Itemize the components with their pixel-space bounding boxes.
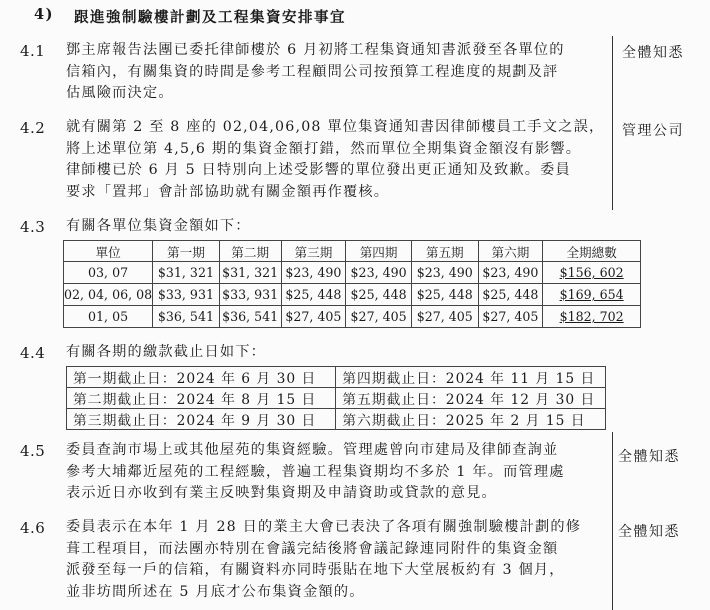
table-row xyxy=(67,367,606,388)
text-line: 表示近日亦收到有業主反映對集資期及申請資助或貸款的意見。 xyxy=(66,485,497,501)
item-text xyxy=(66,440,565,505)
text-line: 參考大埔鄰近屋苑的工程經驗，普遍工程集資期均不多於 1 年。而管理處 xyxy=(66,463,565,480)
responsible-party: 全體知悉 xyxy=(618,524,680,540)
unit-cell: 01, 05 xyxy=(64,306,153,328)
item-text xyxy=(66,40,565,105)
fee-table xyxy=(63,240,641,328)
text-line: 將上述單位第 4,5,6 期的集資金額打錯，然而單位全期集資金額沒有影響。 xyxy=(66,140,582,157)
amount-cell: $23, 490 xyxy=(478,262,543,284)
column-header: 第四期 xyxy=(346,241,412,262)
table-row xyxy=(67,388,606,409)
text-line: 葺工程項目，而法團亦特別在會議完結後將會議記錄連同附件的集資金額 xyxy=(66,540,559,557)
total-cell xyxy=(543,262,641,284)
text-line: 就有關第 2 至 8 座的 02,04,06,08 單位集資通知書因律師樓員工手文之誤， xyxy=(66,119,605,135)
deadline-cell: 第一期截止日：2024 年 6 月 30 日 xyxy=(67,367,336,388)
table-row xyxy=(64,262,641,284)
deadline-cell: 第四期截止日：2024 年 11 月 15 日 xyxy=(336,367,606,388)
column-header: 全期總數 xyxy=(543,241,641,262)
text-line: 派發至每一戶的信箱，有關資料亦同時張貼在地下大堂展板約有 3 個月， xyxy=(66,562,565,578)
deadline-cell: 第五期截止日：2024 年 12 月 30 日 xyxy=(336,388,606,409)
item-number: 4.2 xyxy=(20,119,46,137)
item-number: 4.1 xyxy=(20,42,46,60)
responsible-party: 全體知悉 xyxy=(622,45,684,61)
text-line: 要求「置邦」會計部協助就有關金額再作覆核。 xyxy=(66,183,390,200)
amount-cell: $25, 448 xyxy=(346,284,412,306)
column-header: 第五期 xyxy=(411,241,478,262)
amount-cell: $36, 541 xyxy=(219,306,281,328)
table-row xyxy=(64,306,641,328)
text-line: 信箱內，有關集資的時間是參考工程顧問公司按預算工程進度的規劃及評 xyxy=(66,63,559,80)
amount-cell: $27, 405 xyxy=(411,306,478,328)
responsible-party: 全體知悉 xyxy=(618,449,680,465)
amount-cell: $23, 490 xyxy=(281,262,346,284)
column-divider xyxy=(612,432,613,610)
amount-cell: $23, 490 xyxy=(346,262,412,284)
item-number: 4.6 xyxy=(20,519,46,537)
deadline-cell: 第六期截止日：2025 年 2 月 15 日 xyxy=(336,409,606,430)
amount-cell: $27, 405 xyxy=(478,306,543,328)
text-line: 委員查詢市場上或其他屋苑的集資經驗。管理處曾向市建局及律師查詢並 xyxy=(66,442,559,458)
amount-cell: $25, 448 xyxy=(411,284,478,306)
deadline-cell: 第二期截止日：2024 年 8 月 15 日 xyxy=(67,388,336,409)
column-header: 第一期 xyxy=(153,241,220,262)
fee-table-header-row xyxy=(64,241,641,262)
deadline-cell: 第三期截止日：2024 年 9 月 30 日 xyxy=(67,409,336,430)
section-number: 4) xyxy=(34,6,54,23)
text-line: 估風險而決定。 xyxy=(66,85,174,101)
column-header: 第二期 xyxy=(219,241,281,262)
column-header: 第六期 xyxy=(478,241,543,262)
amount-cell: $31, 321 xyxy=(153,262,220,284)
deadline-table xyxy=(66,366,606,430)
text-line: 委員表示在本年 1 月 28 日的業主大會已表決了各項有關強制驗樓計劃的修 xyxy=(66,519,582,535)
amount-cell: $25, 448 xyxy=(478,284,543,306)
table-row xyxy=(67,409,606,430)
section-title: 跟進強制驗樓計劃及工程集資安排事宜 xyxy=(74,9,346,26)
column-header: 第三期 xyxy=(281,241,346,262)
amount-cell: $33, 931 xyxy=(153,284,220,306)
amount-cell: $27, 405 xyxy=(281,306,346,328)
amount-cell: $33, 931 xyxy=(219,284,281,306)
item-intro: 有關各期的繳款截止日如下： xyxy=(66,344,267,360)
unit-cell: 03, 07 xyxy=(64,262,153,284)
amount-cell: $25, 448 xyxy=(281,284,346,306)
amount-cell: $36, 541 xyxy=(153,306,220,328)
total-amount: $169, 654 xyxy=(559,287,624,302)
table-row xyxy=(64,284,641,306)
amount-cell: $31, 321 xyxy=(219,262,281,284)
item-text xyxy=(66,117,604,203)
total-amount: $182, 702 xyxy=(559,309,624,324)
item-text xyxy=(66,517,581,603)
total-cell xyxy=(543,284,641,306)
text-line: 律師樓已於 6 月 5 日特別向上述受影響的單位發出更正通知及致歉。委員 xyxy=(66,162,571,178)
column-header: 單位 xyxy=(64,241,153,262)
amount-cell: $23, 490 xyxy=(411,262,478,284)
text-line: 鄧主席報告法團已委托律師樓於 6 月初將工程集資通知書派發至各單位的 xyxy=(66,42,565,58)
item-number: 4.5 xyxy=(20,442,46,460)
item-intro: 有關各單位集資金額如下： xyxy=(66,218,251,234)
total-cell xyxy=(543,306,641,328)
item-number: 4.4 xyxy=(20,344,46,362)
item-number: 4.3 xyxy=(20,218,46,236)
text-line: 並非坊間所述在 5 月底才公布集資金額的。 xyxy=(66,583,365,600)
total-amount: $156, 602 xyxy=(559,265,624,280)
unit-cell: 02, 04, 06, 08 xyxy=(64,284,153,306)
column-divider xyxy=(612,36,613,210)
amount-cell: $27, 405 xyxy=(346,306,412,328)
responsible-party: 管理公司 xyxy=(622,123,684,139)
